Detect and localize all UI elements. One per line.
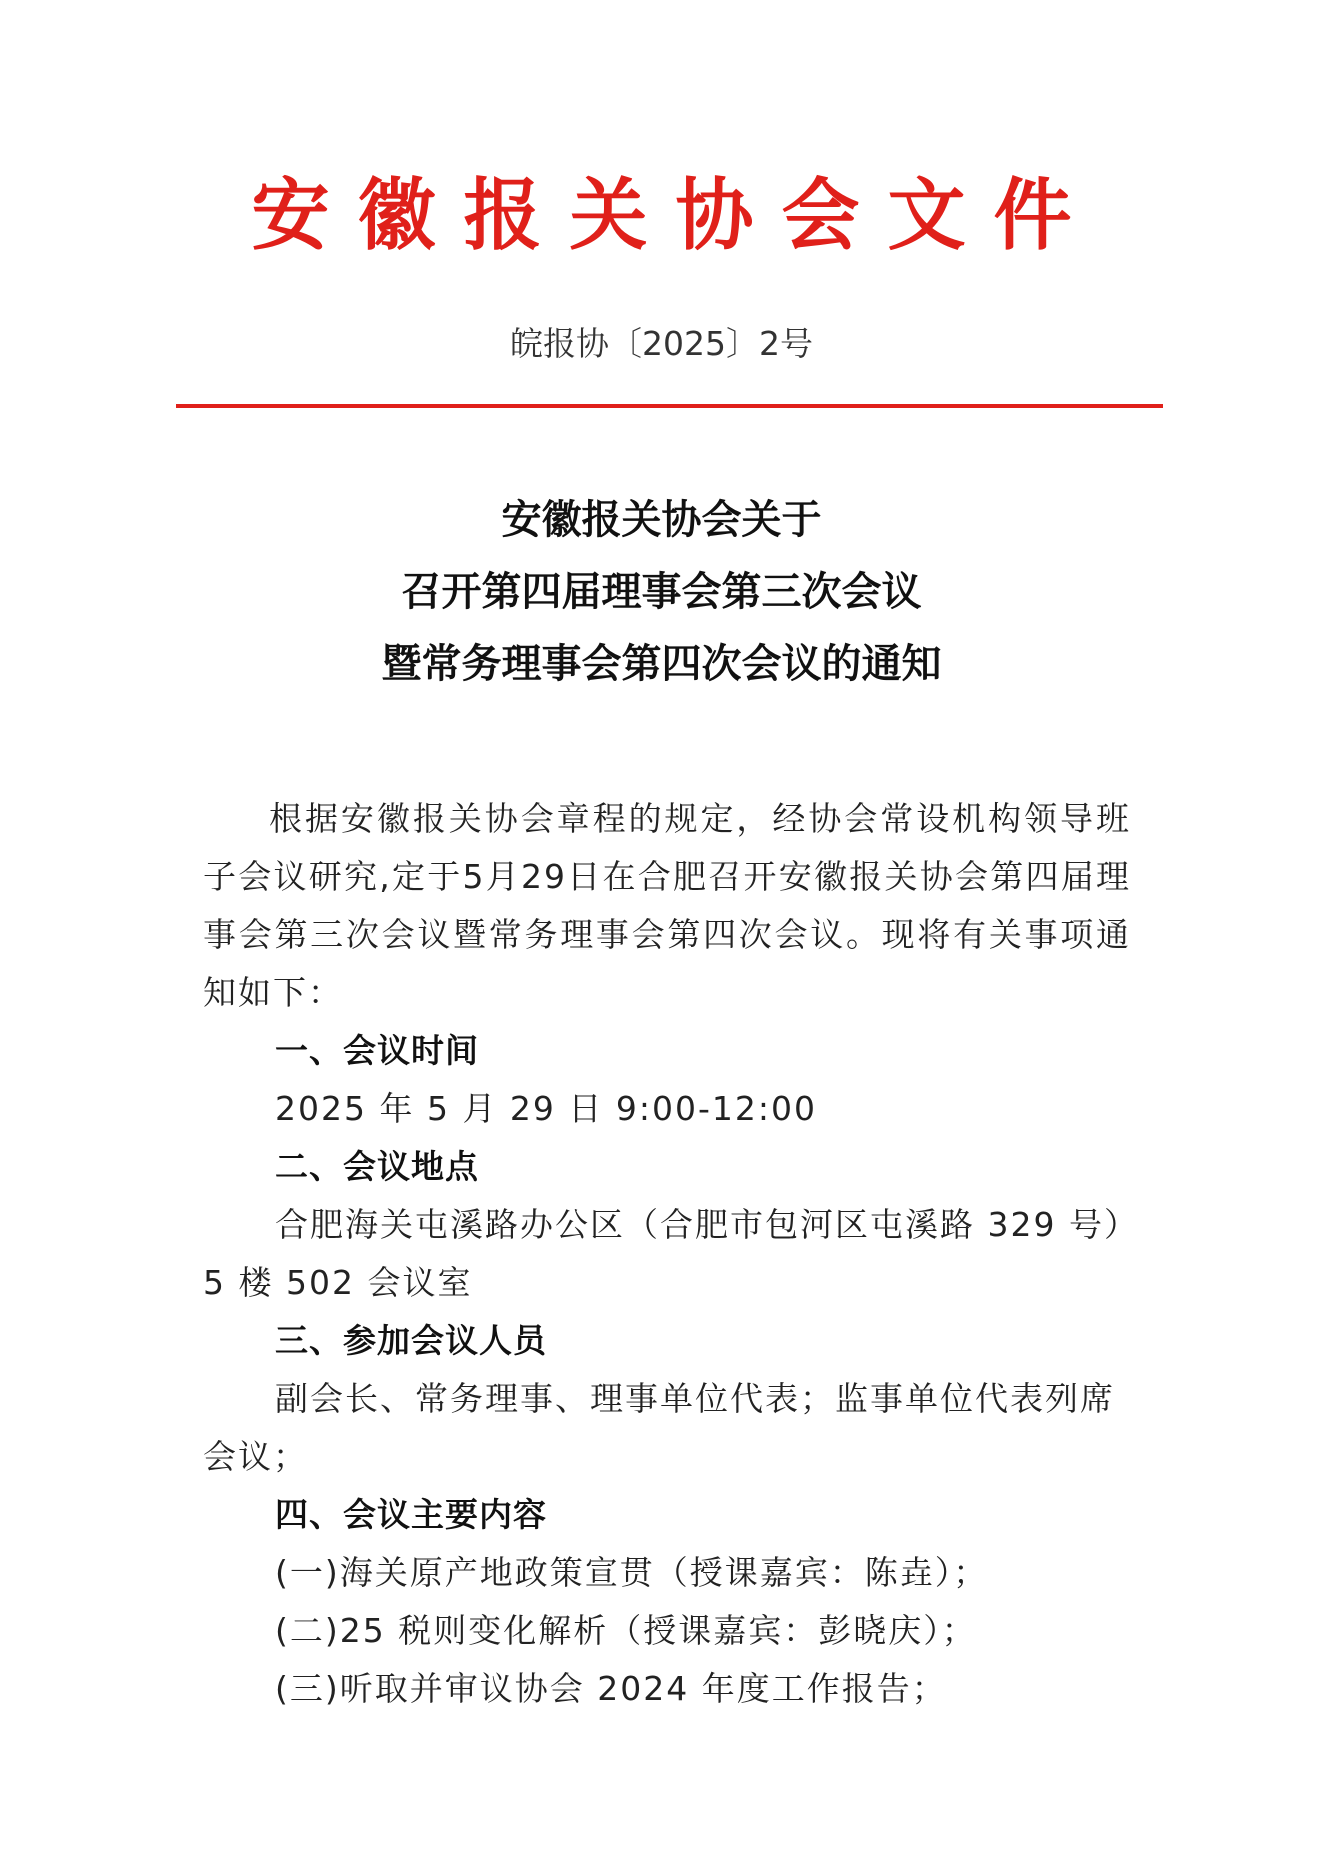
section-heading-location: 二、会议地点 [275, 1147, 479, 1186]
agenda-item: (二)25 税则变化解析（授课嘉宾：彭晓庆）； [275, 1611, 977, 1650]
notice-title-line-1: 安徽报关协会关于 [501, 497, 822, 543]
notice-title-line-2: 召开第四届理事会第三次会议 [401, 569, 922, 615]
meeting-attendees: 副会长、常务理事、理事单位代表；监事单位代表列席会议； [203, 1379, 1115, 1476]
meeting-time: 2025 年 5 月 29 日 9:00-12:00 [275, 1089, 818, 1128]
notice-title-line-3: 暨常务理事会第四次会议的通知 [381, 641, 942, 687]
document-header-title: 安徽报关协会文件 [251, 170, 1100, 261]
notice-body [203, 790, 1131, 1718]
red-divider-line [176, 404, 1163, 408]
notice-title [0, 484, 1323, 700]
meeting-location: 合肥海关屯溪路办公区（合肥市包河区屯溪路 329 号）5 楼 502 会议室 [203, 1205, 1123, 1302]
section-heading-agenda: 四、会议主要内容 [275, 1495, 547, 1534]
agenda-item: (三)听取并审议协会 2024 年度工作报告； [275, 1669, 947, 1708]
section-heading-attendees: 三、参加会议人员 [275, 1321, 547, 1360]
section-heading-time: 一、会议时间 [275, 1031, 479, 1070]
document-number: 皖报协〔2025〕2号 [510, 324, 813, 363]
intro-paragraph: 根据安徽报关协会章程的规定，经协会常设机构领导班子会议研究,定于5月29日在合肥召开安徽报关协会第四届理事会第三次会议暨常务理事会第四次会议。现将有关事项通知如下： [203, 799, 1131, 1012]
agenda-item: (一)海关原产地政策宣贯（授课嘉宾：陈垚）； [275, 1553, 989, 1592]
